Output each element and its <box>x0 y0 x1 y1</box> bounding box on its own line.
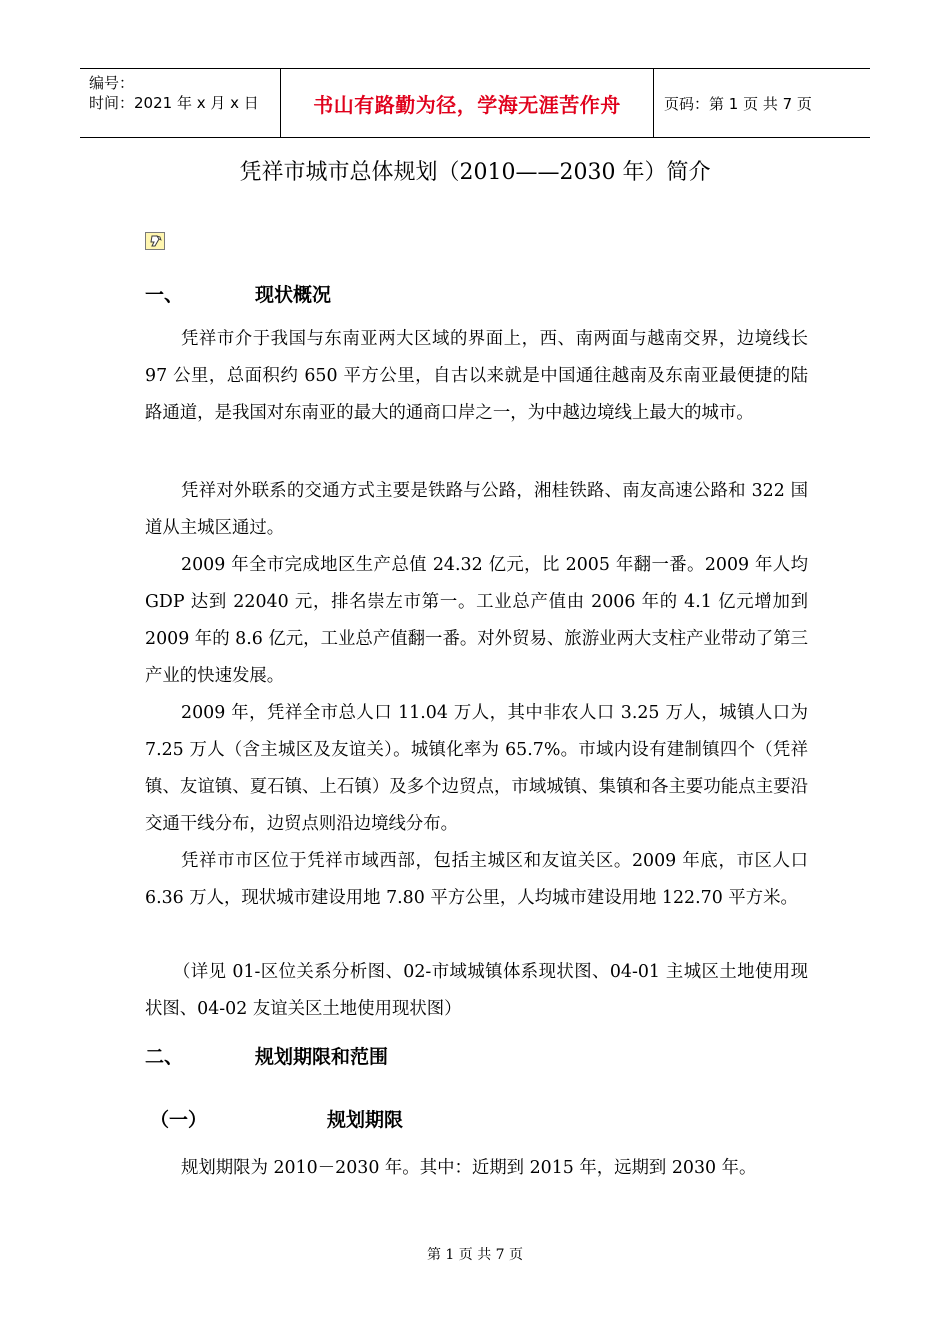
subsection-2-1-number: （一） <box>150 1109 208 1131</box>
page-footer: 第 1 页 共 7 页 <box>426 1247 524 1263</box>
section-1-number: 一、 <box>145 284 184 306</box>
paragraph: 2009 年全市完成地区生产总值 24.32 亿元，比 2005 年翻一番。2009 年人均 GDP 达到 22040 元，排名崇左市第一。工业总产值由 2006 年的 4.1 亿元增加到 2009 年的 8.6 亿元，工业总产值翻一番。对外贸易、旅游业两大支柱产业带动了第三产业的快速发展。 <box>145 555 808 686</box>
section-1-heading <box>145 280 331 310</box>
page-header <box>80 68 870 138</box>
document-title: 凭祥市城市总体规划（2010——2030 年）简介 <box>239 160 711 185</box>
document-date: 时间：2021 年 x 月 x 日 <box>89 94 259 112</box>
section-2-number: 二、 <box>145 1046 184 1068</box>
paragraph: 凭祥市介于我国与东南亚两大区域的界面上，西、南两面与越南交界，边境线长 97 公里，总面积约 650 平方公里，自古以来就是中国通往越南及东南亚最便捷的陆路通道，是我国对东南亚的最大的通商口岸之一，为中越边境线上最大的城市。 <box>145 329 808 423</box>
section-1-title: 现状概况 <box>255 284 332 306</box>
section-2-title: 规划期限和范围 <box>255 1046 389 1068</box>
document-number-label: 编号： <box>89 74 135 92</box>
header-meta <box>80 69 281 137</box>
paragraph: （详见 01-区位关系分析图、02-市域城镇体系现状图、04-01 主城区土地使用现状图、04-02 友谊关区土地使用现状图） <box>145 962 808 1019</box>
subsection-2-1-title: 规划期限 <box>327 1109 404 1131</box>
paragraph: 规划期限为 2010－2030 年。其中：近期到 2015 年，远期到 2030 年。 <box>181 1158 757 1178</box>
header-slogan: 书山有路勤为径，学海无涯苦作舟 <box>281 69 654 137</box>
section-2-heading <box>145 1042 388 1072</box>
header-page-info: 页码：第 1 页 共 7 页 <box>664 94 812 113</box>
paragraph: 凭祥对外联系的交通方式主要是铁路与公路，湘桂铁路、南友高速公路和 322 国道从主城区通过。 <box>145 481 808 538</box>
subsection-2-1-heading <box>150 1105 403 1135</box>
paragraph: 凭祥市市区位于凭祥市域西部，包括主城区和友谊关区。2009 年底，市区人口 6.36 万人，现状城市建设用地 7.80 平方公里，人均城市建设用地 122.70 平方米。 <box>145 851 808 908</box>
object-glyph-icon <box>146 233 164 249</box>
paragraph: 2009 年，凭祥全市总人口 11.04 万人，其中非农人口 3.25 万人，城镇人口为 7.25 万人（含主城区及友谊关）。城镇化率为 65.7%。市域内设有建制镇四个（凭祥镇、友谊镇、夏石镇、上石镇）及多个边贸点，市域城镇、集镇和各主要功能点主要沿交通干线分布，边贸点则沿边境线分布。 <box>145 703 808 834</box>
embedded-object-icon[interactable] <box>145 232 165 250</box>
